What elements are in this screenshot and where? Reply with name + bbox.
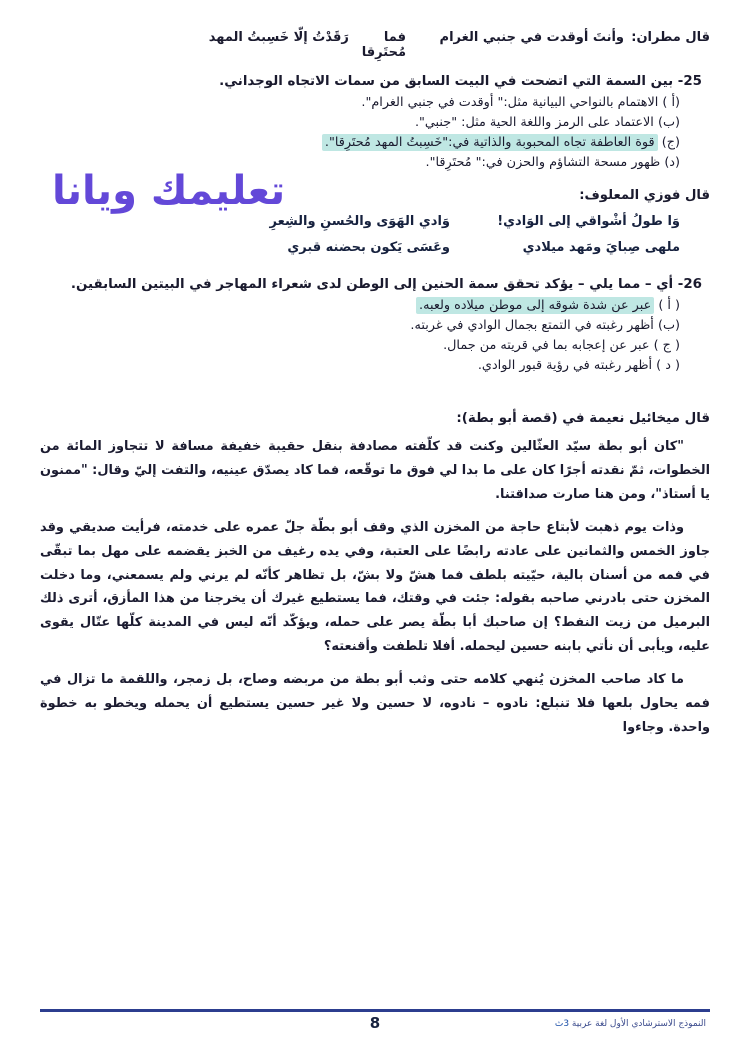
second-poem-verse-2 — [40, 237, 710, 259]
verse-2-left: وعَسَى يَكون بحضنه قبري — [287, 240, 450, 256]
top-verse-hemistich-2b: رَقَدْتُ إلّا خَسِبتُ المهد مُحتَرِقا — [208, 30, 406, 60]
prose-paragraph-3: ما كاد صاحب المخزن يُنهي كلامه حتى وثب أبو بطة من مربضه وصاح، بل زمجر، واللقمة ما تزال في فمه يحاول بلعها فلا تنبلع: نادوه – نادوه، لا حسين ولا غير حسين يستطيع أن يحمله ويخطو به خطوة واحدة. وجاءوا — [40, 672, 710, 735]
verse-1-left: وَادي الهَوَى والحُسنِ والشِعرِ — [269, 214, 450, 229]
prose-paragraph-1: "كان أبو بطة سيّد العثّالين وكنت قد كلّفته مصادفة بنقل حقيبة خفيفة مسافة لا تتجاوز المائة من الخطوات، ثمّ نقدته أجرًا كان على ما بدا لي فوق ما توقّعه، فما كاد يصدّق عينيه، والتفت إليّ وقال: "ممنون يا أستاذ"، ومن هنا صارت صداقتنا. — [40, 439, 710, 502]
option-label: ( د ) — [656, 358, 680, 374]
option-text: عبر عن شدة شوقه إلى موطن ميلاده ولعبه. — [416, 297, 654, 314]
option-label: (ج) — [661, 135, 680, 150]
question-26-option-b[interactable] — [40, 318, 710, 333]
verse-2-right: ملهى صِبايَ ومَهد ميلادي — [522, 240, 680, 256]
top-verse-hemistich-2a: فما — [383, 30, 406, 45]
question-25-option-a[interactable] — [40, 95, 710, 110]
option-text: قوة العاطفة تجاه المحبوبة والذاتية في:"خَسِبتُ المهد مُحتَرِقا". — [322, 134, 658, 151]
question-25-option-b[interactable] — [40, 115, 710, 130]
footer-divider — [40, 1009, 710, 1012]
option-text: الاعتماد على الرمز واللغة الحية مثل: "جنبي". — [414, 115, 654, 130]
option-label: ( أ ) — [658, 298, 680, 314]
prose-paragraph-2: وذات يوم ذهبت لأبتاع حاجة من المخزن الذي وقف أبو بطّة جلّ عمره على خدمته، فرأيت صديقي وقد جاوز الخمس والثمانين على عادته رابضًا على العتبة، وفي يده رغيف من الخبز يقضمه على مهل بما تبقّى في فمه من أسنان بالية، حيّيته بلطف فما هشّ ولا بشّ، بل تظاهر كأنّه لم يرني ولم يسمعني، وما دخلت المخزن حتى بادرني صاحبه بقوله: جئت في وقتك، فما يستطيع غيرك أن يخرجنا من هذا المأزق، أترى ذلك البرميل من زيت النفط؟ إن صاحبك أبا بطّة يصر على حمله، ويؤكّد أنّه ليس في المدينة كلّها عتّال يقوى عليه، ويأبى أن نأتي بابنه حسين ليحمله. أفلا تلطفت وأقنعته؟ — [40, 519, 710, 655]
page-footer — [0, 1009, 750, 1049]
footer-note-text: النموذج الاسترشادي الأول لغة عربية — [569, 1019, 706, 1029]
question-26-stem-text: 26- أي – مما يلي – يؤكد تحقق سمة الحنين إلى الوطن لدى شعراء المهاجر في البيتين السابقين. — [70, 277, 702, 293]
top-verse-row — [40, 30, 710, 60]
option-text: الاهتمام بالنواحي البيانية مثل:" أوقدت في جنبي الغرام". — [361, 95, 659, 110]
option-label: (أ ) — [662, 95, 680, 110]
top-verse-hemistich-1: وأنتَ أوقدت في جنبي الغرام — [439, 30, 624, 45]
verse-1-right: وَا طولُ أشْواقي إلى الوَادي! — [497, 214, 680, 229]
option-label: (ب) — [657, 318, 680, 334]
option-label: ( ج ) — [653, 338, 680, 354]
option-label: (ب) — [657, 115, 680, 130]
footer-note — [555, 1019, 706, 1029]
question-26-option-c[interactable] — [40, 338, 710, 353]
top-verse-hemistich-2 — [176, 30, 406, 60]
second-poem-verse-1 — [40, 211, 710, 233]
question-25-stem-text: 25- بين السمة التي اتضحت في البيت السابق من سمات الاتجاه الوجداني. — [219, 74, 702, 89]
page-number: 8 — [369, 1014, 381, 1032]
watermark-text: تعليمك ويانا — [52, 168, 286, 214]
question-26-option-d[interactable] — [40, 358, 710, 373]
second-poem-poet-label: قال فوزي المعلوف: — [579, 188, 710, 203]
footer-note-grade: 3ث — [554, 1019, 570, 1029]
question-25-option-c[interactable] — [40, 135, 710, 150]
question-25-stem — [40, 74, 710, 89]
option-label: (د) — [664, 155, 680, 170]
option-text: أظهر رغبته في رؤية قبور الوادي. — [477, 358, 653, 374]
question-26-stem — [40, 277, 710, 292]
option-text: ظهور مسحة التشاؤم والحزن في:" مُحتَرِقا". — [425, 155, 661, 170]
top-verse-poet-label: قال مطران: — [631, 30, 710, 45]
option-text: عبر عن إعجابه بما في قريته من جمال. — [443, 338, 650, 354]
option-text: أظهر رغبته في التمتع بجمال الوادي في غربته. — [410, 318, 654, 334]
prose-title: قال ميخائيل نعيمة في (قصة أبو بطة): — [456, 411, 710, 427]
question-26-option-a[interactable] — [40, 298, 710, 313]
